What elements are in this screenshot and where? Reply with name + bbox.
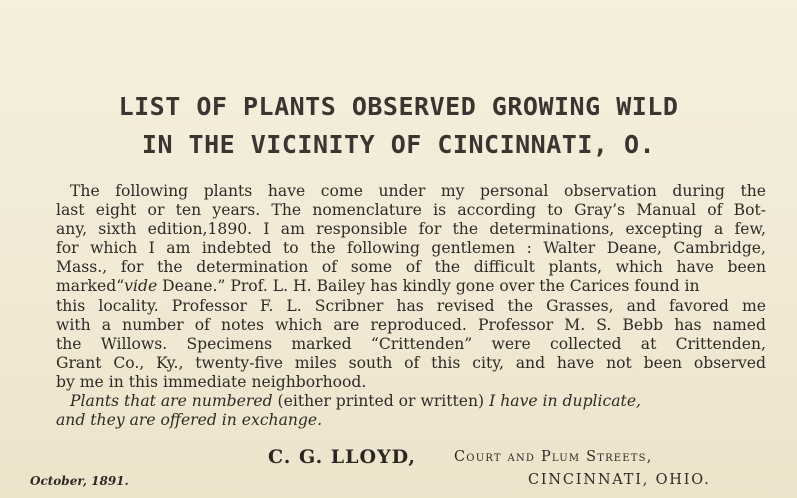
body-line bbox=[56, 392, 766, 411]
italic-duplicate: I have in duplicate, bbox=[489, 392, 642, 411]
body-line: and they are offered in exchange. bbox=[56, 411, 323, 430]
page-title-line-1: LIST OF PLANTS OBSERVED GROWING WILD bbox=[118, 92, 679, 121]
signature-address-street: Court and Plum Streets, bbox=[454, 449, 653, 465]
body-line: last eight or ten years. The nomenclature is according to Gray’s Manual of Bot- bbox=[56, 201, 766, 220]
page-title-line-2: IN THE VICINITY OF CINCINNATI, O. bbox=[141, 130, 656, 159]
body-line: Grant Co., Ky., twenty-five miles south of this city, and have not been observed bbox=[56, 353, 766, 372]
body-text-fragment: (either printed or written) bbox=[272, 392, 490, 411]
signature-address-city: CINCINNATI, OHIO. bbox=[528, 472, 711, 488]
signature-name: C. G. LLOYD, bbox=[268, 446, 417, 468]
body-line: Mass., for the determination of some of the difficult plants, which have been bbox=[56, 258, 766, 277]
body-line: the Willows. Specimens marked “Crittenden” were collected at Crittenden, bbox=[56, 334, 766, 353]
body-line: by me in this immediate neighborhood. bbox=[56, 372, 367, 391]
body-line: this locality. Professor F. L. Scribner has revised the Grasses, and favored me bbox=[56, 296, 766, 315]
italic-numbered: Plants that are numbered bbox=[70, 392, 273, 411]
body-line: for which I am indebted to the following gentlemen : Walter Deane, Cambridge, bbox=[56, 239, 766, 258]
body-line bbox=[56, 277, 766, 296]
body-line: with a number of notes which are reproduced. Professor M. S. Bebb has named bbox=[56, 315, 766, 334]
document-date: October, 1891. bbox=[30, 474, 129, 488]
body-paragraph bbox=[56, 182, 766, 430]
body-line: The following plants have come under my personal observation during the bbox=[70, 182, 766, 200]
italic-vide: vide bbox=[124, 277, 158, 296]
body-text-fragment: Deane.” Prof. L. H. Bailey has kindly gone over the Carices found in bbox=[157, 277, 700, 296]
body-line: any, sixth edition,1890. I am responsible for the determinations, excepting a few, bbox=[56, 220, 766, 239]
body-text-fragment: marked“ bbox=[56, 277, 125, 296]
